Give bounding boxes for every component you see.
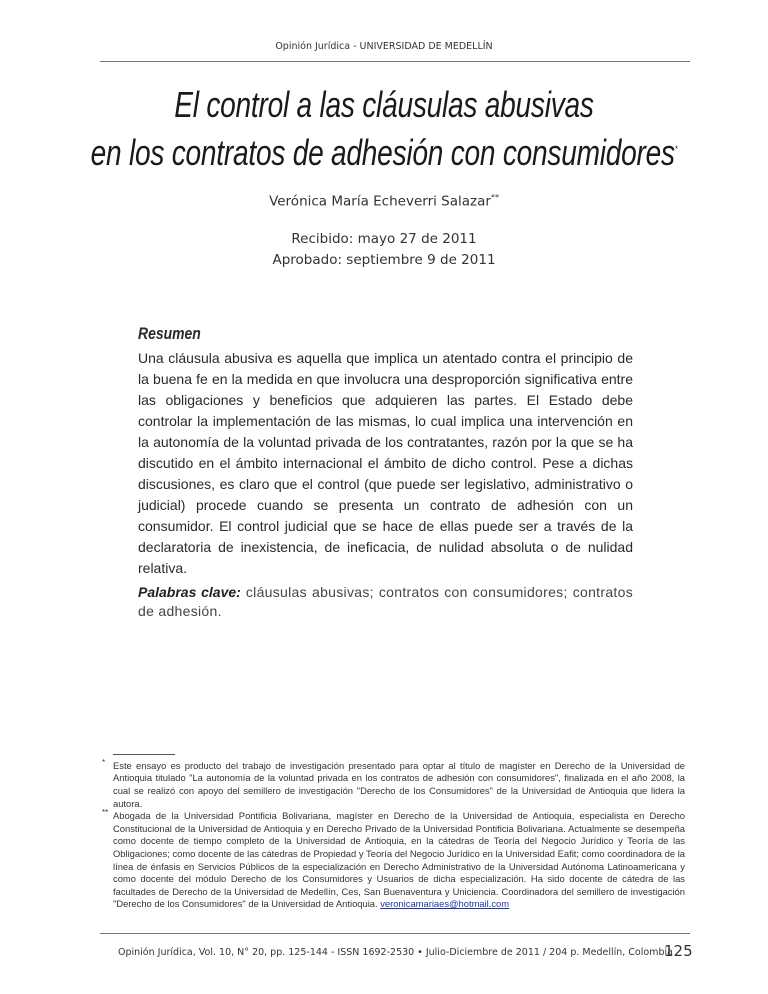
- approved-date: Aprobado: septiembre 9 de 2011: [272, 251, 496, 268]
- header-rule: [100, 61, 690, 62]
- abstract-heading: Resumen: [138, 323, 201, 343]
- footnote-2: [102, 808, 685, 911]
- abstract-text: Una cláusula abusiva es aquella que implica un atentado contra el principio de la buena fe en la medida en que involucra una desproporción significativa entre las obligaciones y beneficios que adquieren las partes. El Estado debe controlar la implementación de las mismas, lo cual implica una intervención en la autonomía de la voluntad privada de los contratantes, razón por la que se ha discutido en el ámbito internacional el ámbito de dicho control. Pese a dichas discusiones, es claro que el control (que puede ser legislativo, administrativo o judicial) procede cuando se presenta un contrato de adhesión con un consumidor. El control judicial que se hace de ellas puede ser a través de la declaratoria de inexistencia, de ineficacia, de nulidad absoluta o de nulidad relativa.: [138, 349, 633, 576]
- title-line-1: El control a las cláusulas abusivas: [174, 84, 594, 125]
- title-line-2: [84, 127, 683, 175]
- keywords-text: cláusulas abusivas; contratos con consumidores; contratos de adhesión.: [138, 583, 633, 619]
- footnote-marker: **: [102, 808, 109, 818]
- footnote-text: Abogada de la Universidad Pontificia Bolivariana, magíster en Derecho de la Universidad de Antioquia, especialista en Derecho Constitucional de la Universidad de Antioquia y en Derecho Privado de la Universidad Pontificia Bolivariana. Actualmente se desempeña como docente de tiempo completo de la Universidad de Antioquia, en la cátedras de Teoría del Negocio Jurídico y Teoría de las Obligaciones; como docente de las cátedras de Propiedad y Teoría del Negocio Jurídico en la Universidad Eafit; como coordinadora de la línea de énfasis en Servicios Públicos de la especialización en Derecho Administrativo de la Universidad Autónoma Latinoamericana y como docente del módulo Derecho de los Consumidores y Usuarios de dicha especialización. Ha sido docente de cátedra de las facultades de Derecho de la Universidad de Medellín, Ces, San Buenaventura y Uniciencia. Coordinadora del semillero de investigación "Derecho de los Consumidores" de la Universidad de Antioquia.: [113, 810, 685, 910]
- title-text: en los contratos de adhesión con consumidores: [90, 132, 675, 173]
- footnote-text: Este ensayo es producto del trabajo de investigación presentado para optar al título de magíster en Derecho de la Universidad de Antioquia titulado "La autonomía de la voluntad privada en los contratos de adhesión con consumidores", finalizada en el año 2008, la cual se realizó con apoyo del semillero de investigación "Derecho de los Consumidores" de la Universidad de Antioquia que lidera la autora.: [113, 759, 685, 809]
- author: [0, 189, 768, 211]
- running-head: Opinión Jurídica - UNIVERSIDAD DE MEDELLÍN: [275, 41, 493, 52]
- footnote-1: [102, 757, 685, 810]
- footer: [0, 942, 768, 964]
- page-number: 125: [664, 942, 693, 960]
- keywords: [138, 583, 633, 621]
- dates: [0, 229, 768, 271]
- email-link[interactable]: veronicamariaes@hotmail.com: [380, 898, 510, 910]
- footnote-rule: [113, 754, 175, 755]
- footer-rule: [100, 933, 690, 934]
- author-footnote-marker[interactable]: **: [490, 193, 499, 202]
- spacer: [0, 621, 768, 754]
- footer-citation: Opinión Jurídica, Vol. 10, N° 20, pp. 125-144 - ISSN 1692-2530 • Julio-Diciembre de 2011 / 204 p. Medellín, Colombia: [118, 947, 673, 958]
- author-name: Verónica María Echeverri Salazar: [269, 193, 491, 210]
- received-date: Recibido: mayo 27 de 2011: [291, 230, 477, 247]
- keywords-label: Palabras clave:: [138, 583, 241, 600]
- title: [0, 82, 768, 175]
- title-footnote-marker[interactable]: *: [674, 144, 678, 154]
- footnote-marker: *: [102, 757, 106, 767]
